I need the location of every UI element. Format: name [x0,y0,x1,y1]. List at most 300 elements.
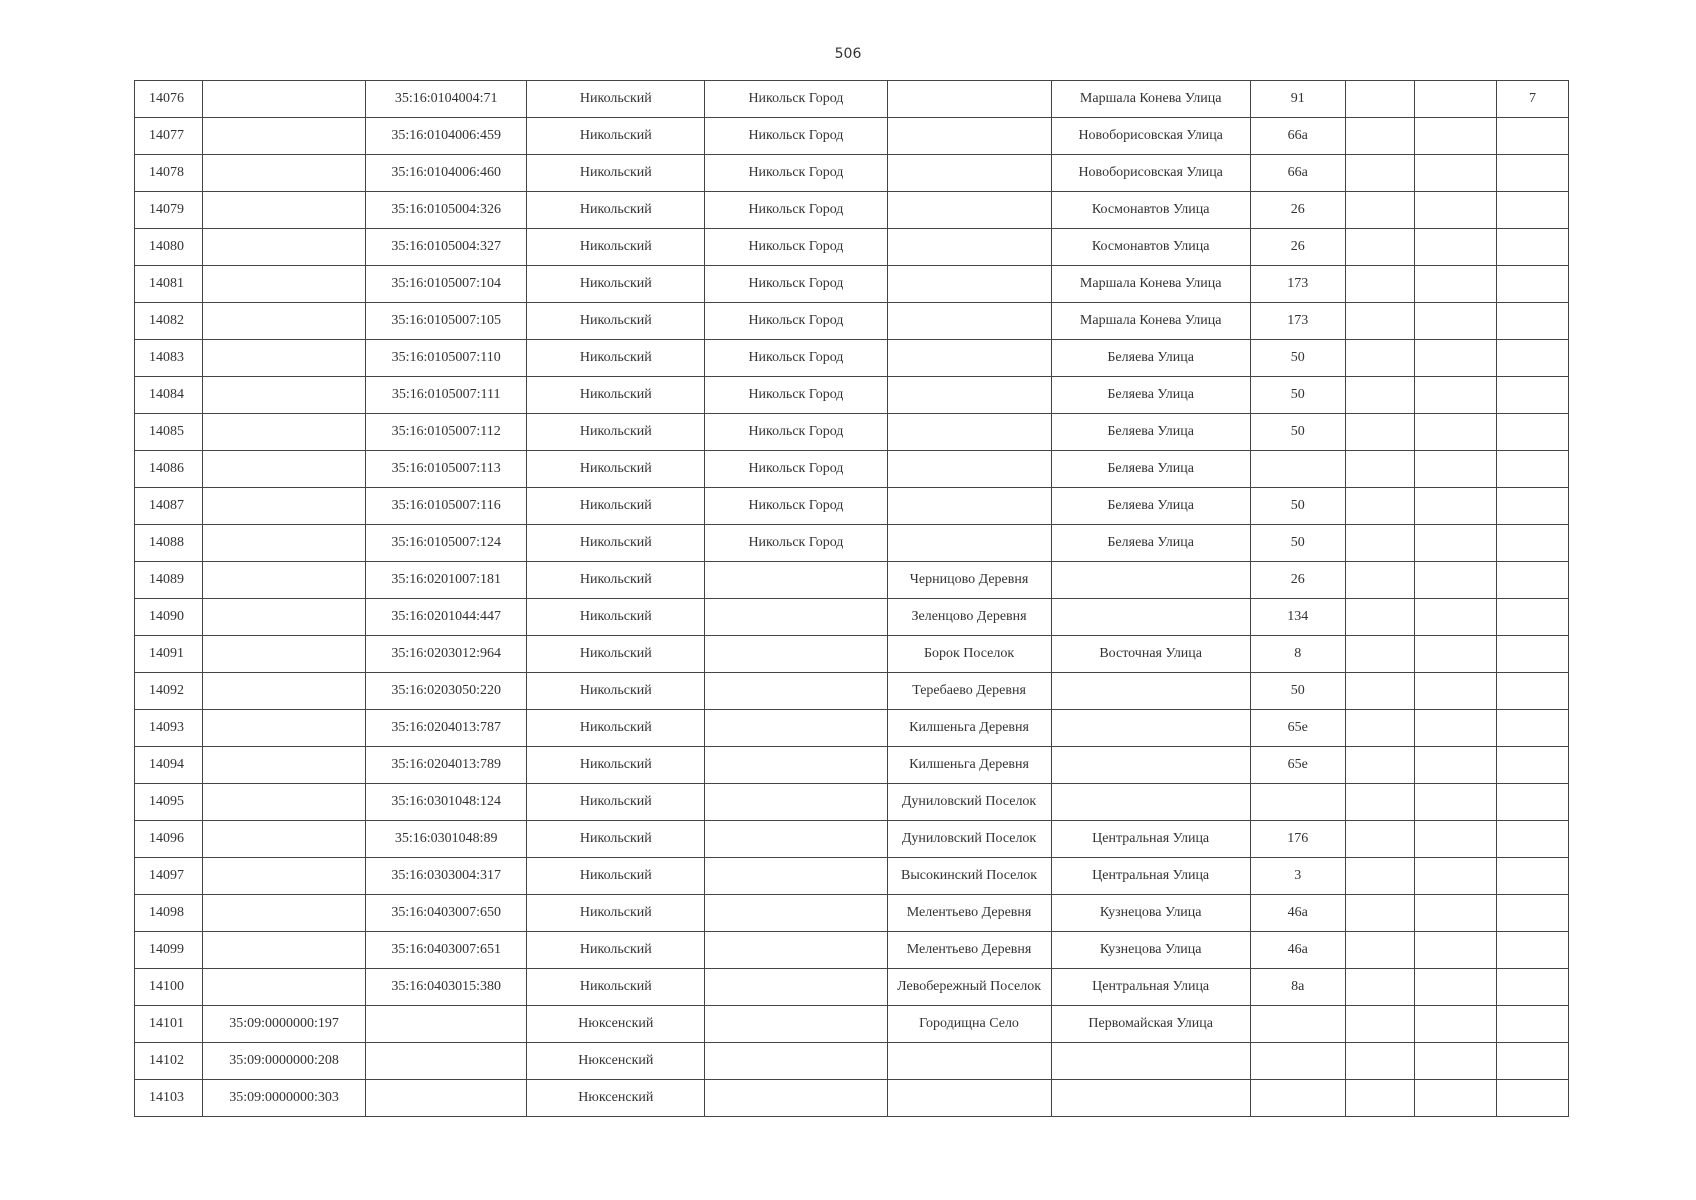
structure-cell [1414,821,1496,858]
table-row [135,192,1569,229]
cadastral-number-cell [203,340,366,377]
street-cell [1051,1043,1250,1080]
district-cell: Никольский [527,969,705,1006]
city-cell: Никольск Город [705,340,887,377]
street-cell: Центральная Улица [1051,821,1250,858]
district-cell: Никольский [527,562,705,599]
building-cadastral-number-cell: 35:16:0105007:116 [366,488,527,525]
house-number-cell: 8а [1250,969,1345,1006]
city-cell: Никольск Город [705,192,887,229]
structure-cell [1414,229,1496,266]
settlement-cell: Килшеньга Деревня [887,747,1051,784]
district-cell: Никольский [527,821,705,858]
street-cell [1051,673,1250,710]
cadastral-number-cell [203,710,366,747]
cadastral-number-cell [203,229,366,266]
apartment-cell [1496,377,1568,414]
apartment-cell [1496,525,1568,562]
structure-cell [1414,525,1496,562]
structure-cell [1414,266,1496,303]
city-cell [705,747,887,784]
cadastral-number-cell [203,525,366,562]
building-cell [1345,932,1414,969]
structure-cell [1414,710,1496,747]
district-cell: Никольский [527,710,705,747]
street-cell: Кузнецова Улица [1051,932,1250,969]
house-number-cell: 65е [1250,747,1345,784]
record-number-cell: 14085 [135,414,203,451]
building-cadastral-number-cell: 35:16:0303004:317 [366,858,527,895]
structure-cell [1414,118,1496,155]
house-number-cell: 8 [1250,636,1345,673]
building-cadastral-number-cell: 35:16:0301048:89 [366,821,527,858]
record-number-cell: 14102 [135,1043,203,1080]
cadastral-number-cell [203,895,366,932]
table-row [135,1043,1569,1080]
record-number-cell: 14083 [135,340,203,377]
city-cell [705,858,887,895]
street-cell [1051,784,1250,821]
house-number-cell: 50 [1250,488,1345,525]
apartment-cell [1496,1043,1568,1080]
house-number-cell: 176 [1250,821,1345,858]
building-cadastral-number-cell: 35:16:0301048:124 [366,784,527,821]
building-cell [1345,858,1414,895]
city-cell [705,821,887,858]
cadastral-number-cell: 35:09:0000000:208 [203,1043,366,1080]
street-cell [1051,747,1250,784]
street-cell: Беляева Улица [1051,340,1250,377]
record-number-cell: 14088 [135,525,203,562]
building-cadastral-number-cell: 35:16:0203012:964 [366,636,527,673]
building-cadastral-number-cell: 35:16:0104004:71 [366,81,527,118]
house-number-cell: 66а [1250,155,1345,192]
building-cell [1345,118,1414,155]
street-cell: Беляева Улица [1051,488,1250,525]
house-number-cell [1250,784,1345,821]
city-cell: Никольск Город [705,451,887,488]
settlement-cell [887,451,1051,488]
building-cell [1345,636,1414,673]
building-cadastral-number-cell [366,1006,527,1043]
settlement-cell [887,488,1051,525]
apartment-cell [1496,451,1568,488]
building-cell [1345,673,1414,710]
cadastral-number-cell [203,821,366,858]
apartment-cell [1496,229,1568,266]
city-cell [705,599,887,636]
settlement-cell [887,340,1051,377]
apartment-cell [1496,414,1568,451]
district-cell: Никольский [527,895,705,932]
table-row [135,81,1569,118]
structure-cell [1414,414,1496,451]
settlement-cell [887,525,1051,562]
cadastral-number-cell [203,858,366,895]
house-number-cell [1250,1006,1345,1043]
building-cadastral-number-cell: 35:16:0403007:650 [366,895,527,932]
district-cell: Никольский [527,192,705,229]
apartment-cell [1496,895,1568,932]
city-cell [705,1080,887,1117]
district-cell: Никольский [527,488,705,525]
table-row [135,599,1569,636]
house-number-cell: 50 [1250,414,1345,451]
cadastral-number-cell: 35:09:0000000:303 [203,1080,366,1117]
city-cell: Никольск Город [705,525,887,562]
table-row [135,784,1569,821]
table-row [135,266,1569,303]
city-cell [705,784,887,821]
street-cell: Центральная Улица [1051,858,1250,895]
record-number-cell: 14100 [135,969,203,1006]
building-cadastral-number-cell: 35:16:0105007:104 [366,266,527,303]
street-cell [1051,1080,1250,1117]
table-row [135,229,1569,266]
street-cell: Восточная Улица [1051,636,1250,673]
structure-cell [1414,377,1496,414]
record-number-cell: 14103 [135,1080,203,1117]
structure-cell [1414,340,1496,377]
record-number-cell: 14091 [135,636,203,673]
apartment-cell [1496,710,1568,747]
house-number-cell: 65е [1250,710,1345,747]
cadastral-number-cell [203,266,366,303]
settlement-cell: Мелентьево Деревня [887,895,1051,932]
city-cell [705,710,887,747]
house-number-cell: 3 [1250,858,1345,895]
record-number-cell: 14080 [135,229,203,266]
city-cell: Никольск Город [705,155,887,192]
city-cell: Никольск Город [705,377,887,414]
structure-cell [1414,488,1496,525]
building-cadastral-number-cell [366,1043,527,1080]
table-row [135,710,1569,747]
record-number-cell: 14092 [135,673,203,710]
structure-cell [1414,932,1496,969]
building-cadastral-number-cell: 35:16:0204013:787 [366,710,527,747]
house-number-cell: 91 [1250,81,1345,118]
structure-cell [1414,562,1496,599]
apartment-cell [1496,673,1568,710]
record-number-cell: 14082 [135,303,203,340]
street-cell: Маршала Конева Улица [1051,303,1250,340]
record-number-cell: 14076 [135,81,203,118]
city-cell: Никольск Город [705,266,887,303]
house-number-cell: 46а [1250,895,1345,932]
building-cadastral-number-cell: 35:16:0104006:460 [366,155,527,192]
record-number-cell: 14084 [135,377,203,414]
building-cadastral-number-cell: 35:16:0105007:113 [366,451,527,488]
cadastral-number-cell [203,414,366,451]
apartment-cell [1496,858,1568,895]
house-number-cell: 173 [1250,266,1345,303]
building-cell [1345,377,1414,414]
apartment-cell [1496,1006,1568,1043]
settlement-cell: Левобережный Поселок [887,969,1051,1006]
structure-cell [1414,1006,1496,1043]
settlement-cell: Борок Поселок [887,636,1051,673]
district-cell: Никольский [527,784,705,821]
table-row [135,451,1569,488]
street-cell: Космонавтов Улица [1051,192,1250,229]
apartment-cell [1496,636,1568,673]
building-cell [1345,488,1414,525]
district-cell: Никольский [527,81,705,118]
cadastral-number-cell [203,562,366,599]
street-cell: Беляева Улица [1051,525,1250,562]
house-number-cell: 173 [1250,303,1345,340]
district-cell: Никольский [527,266,705,303]
house-number-cell: 66а [1250,118,1345,155]
settlement-cell: Дуниловский Поселок [887,784,1051,821]
street-cell: Новоборисовская Улица [1051,155,1250,192]
apartment-cell [1496,562,1568,599]
city-cell [705,636,887,673]
building-cadastral-number-cell: 35:16:0105007:112 [366,414,527,451]
record-number-cell: 14098 [135,895,203,932]
building-cadastral-number-cell: 35:16:0105004:326 [366,192,527,229]
settlement-cell [887,192,1051,229]
apartment-cell [1496,266,1568,303]
district-cell: Никольский [527,932,705,969]
district-cell: Никольский [527,155,705,192]
record-number-cell: 14079 [135,192,203,229]
table-row [135,747,1569,784]
street-cell [1051,562,1250,599]
settlement-cell [887,303,1051,340]
house-number-cell [1250,1043,1345,1080]
apartment-cell: 7 [1496,81,1568,118]
record-number-cell: 14094 [135,747,203,784]
register-table [134,80,1569,1117]
settlement-cell [887,155,1051,192]
street-cell: Новоборисовская Улица [1051,118,1250,155]
structure-cell [1414,1043,1496,1080]
table-row [135,303,1569,340]
structure-cell [1414,969,1496,1006]
apartment-cell [1496,192,1568,229]
cadastral-number-cell [203,81,366,118]
district-cell: Никольский [527,673,705,710]
table-row [135,118,1569,155]
table-row [135,562,1569,599]
street-cell: Центральная Улица [1051,969,1250,1006]
building-cell [1345,747,1414,784]
city-cell: Никольск Город [705,118,887,155]
record-number-cell: 14095 [135,784,203,821]
building-cell [1345,229,1414,266]
table-row [135,155,1569,192]
city-cell [705,895,887,932]
building-cadastral-number-cell: 35:16:0105007:111 [366,377,527,414]
building-cell [1345,81,1414,118]
building-cell [1345,821,1414,858]
settlement-cell: Теребаево Деревня [887,673,1051,710]
building-cadastral-number-cell: 35:16:0105004:327 [366,229,527,266]
table-row [135,636,1569,673]
building-cadastral-number-cell: 35:16:0403015:380 [366,969,527,1006]
record-number-cell: 14101 [135,1006,203,1043]
record-number-cell: 14093 [135,710,203,747]
settlement-cell [887,377,1051,414]
table-row [135,858,1569,895]
city-cell [705,932,887,969]
table-row [135,895,1569,932]
structure-cell [1414,155,1496,192]
table-row [135,377,1569,414]
city-cell: Никольск Город [705,488,887,525]
table-row [135,525,1569,562]
structure-cell [1414,303,1496,340]
city-cell [705,969,887,1006]
structure-cell [1414,673,1496,710]
cadastral-number-cell [203,488,366,525]
house-number-cell: 50 [1250,377,1345,414]
district-cell: Нюксенский [527,1006,705,1043]
cadastral-number-cell [203,599,366,636]
cadastral-number-cell [203,747,366,784]
record-number-cell: 14087 [135,488,203,525]
city-cell: Никольск Город [705,414,887,451]
city-cell: Никольск Город [705,229,887,266]
district-cell: Никольский [527,303,705,340]
structure-cell [1414,636,1496,673]
house-number-cell: 134 [1250,599,1345,636]
building-cadastral-number-cell: 35:16:0201044:447 [366,599,527,636]
structure-cell [1414,192,1496,229]
house-number-cell: 50 [1250,525,1345,562]
building-cadastral-number-cell: 35:16:0403007:651 [366,932,527,969]
district-cell: Никольский [527,451,705,488]
street-cell: Космонавтов Улица [1051,229,1250,266]
record-number-cell: 14086 [135,451,203,488]
structure-cell [1414,451,1496,488]
building-cadastral-number-cell: 35:16:0204013:789 [366,747,527,784]
settlement-cell [887,1043,1051,1080]
cadastral-number-cell [203,636,366,673]
apartment-cell [1496,784,1568,821]
record-number-cell: 14099 [135,932,203,969]
district-cell: Никольский [527,377,705,414]
building-cell [1345,599,1414,636]
city-cell [705,1006,887,1043]
settlement-cell: Черницово Деревня [887,562,1051,599]
cadastral-number-cell [203,969,366,1006]
settlement-cell: Высокинский Поселок [887,858,1051,895]
record-number-cell: 14090 [135,599,203,636]
structure-cell [1414,895,1496,932]
city-cell [705,673,887,710]
settlement-cell: Мелентьево Деревня [887,932,1051,969]
district-cell: Никольский [527,858,705,895]
cadastral-number-cell [203,155,366,192]
street-cell: Беляева Улица [1051,451,1250,488]
street-cell: Беляева Улица [1051,414,1250,451]
record-number-cell: 14078 [135,155,203,192]
apartment-cell [1496,747,1568,784]
building-cadastral-number-cell [366,1080,527,1117]
city-cell [705,1043,887,1080]
cadastral-number-cell [203,784,366,821]
house-number-cell: 46а [1250,932,1345,969]
city-cell: Никольск Город [705,81,887,118]
apartment-cell [1496,1080,1568,1117]
building-cadastral-number-cell: 35:16:0105007:124 [366,525,527,562]
building-cell [1345,562,1414,599]
apartment-cell [1496,599,1568,636]
apartment-cell [1496,303,1568,340]
settlement-cell [887,229,1051,266]
building-cell [1345,266,1414,303]
settlement-cell: Дуниловский Поселок [887,821,1051,858]
record-number-cell: 14077 [135,118,203,155]
cadastral-number-cell [203,192,366,229]
table-row [135,1006,1569,1043]
settlement-cell [887,414,1051,451]
building-cadastral-number-cell: 35:16:0105007:110 [366,340,527,377]
structure-cell [1414,784,1496,821]
building-cell [1345,340,1414,377]
street-cell: Кузнецова Улица [1051,895,1250,932]
table-row [135,969,1569,1006]
apartment-cell [1496,118,1568,155]
building-cell [1345,710,1414,747]
cadastral-number-cell [203,377,366,414]
cadastral-number-cell: 35:09:0000000:197 [203,1006,366,1043]
building-cadastral-number-cell: 35:16:0203050:220 [366,673,527,710]
building-cell [1345,1006,1414,1043]
building-cell [1345,451,1414,488]
street-cell: Беляева Улица [1051,377,1250,414]
record-number-cell: 14096 [135,821,203,858]
street-cell [1051,710,1250,747]
building-cell [1345,192,1414,229]
settlement-cell [887,1080,1051,1117]
building-cell [1345,1080,1414,1117]
page-number: 506 [834,46,862,62]
apartment-cell [1496,155,1568,192]
apartment-cell [1496,932,1568,969]
house-number-cell: 50 [1250,673,1345,710]
building-cadastral-number-cell: 35:16:0105007:105 [366,303,527,340]
district-cell: Никольский [527,599,705,636]
settlement-cell [887,81,1051,118]
building-cell [1345,525,1414,562]
district-cell: Никольский [527,118,705,155]
city-cell [705,562,887,599]
structure-cell [1414,599,1496,636]
building-cell [1345,303,1414,340]
table-row [135,1080,1569,1117]
building-cell [1345,784,1414,821]
structure-cell [1414,1080,1496,1117]
district-cell: Никольский [527,747,705,784]
structure-cell [1414,858,1496,895]
house-number-cell [1250,451,1345,488]
settlement-cell [887,118,1051,155]
building-cell [1345,155,1414,192]
city-cell: Никольск Город [705,303,887,340]
house-number-cell: 26 [1250,562,1345,599]
settlement-cell: Зеленцово Деревня [887,599,1051,636]
settlement-cell: Городищна Село [887,1006,1051,1043]
house-number-cell: 26 [1250,192,1345,229]
district-cell: Никольский [527,636,705,673]
street-cell: Первомайская Улица [1051,1006,1250,1043]
apartment-cell [1496,969,1568,1006]
cadastral-number-cell [203,451,366,488]
